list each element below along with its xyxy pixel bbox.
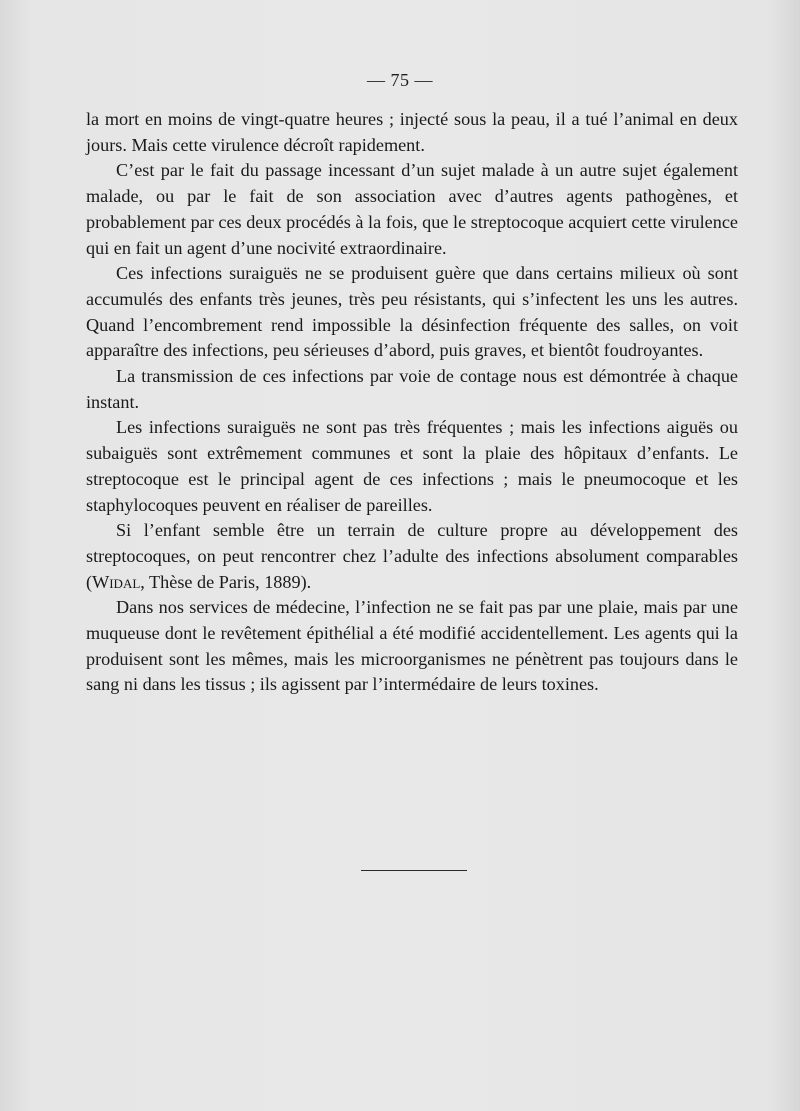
paragraph-6-text-after: , Thèse de Paris, 1889). xyxy=(140,571,312,592)
citation-author: Widal xyxy=(92,571,141,592)
paragraph-6 xyxy=(86,518,738,595)
body-text xyxy=(86,107,738,698)
paragraph-1: la mort en moins de vingt-quatre heures ; injecté sous la peau, il a tué l’animal en deux jours. Mais cette virulence décroît rapidement. xyxy=(86,109,738,155)
paragraph-5: Les infections suraiguës ne sont pas très fréquentes ; mais les infections aiguës ou subaiguës sont extrêmement communes et sont la plaie des hôpitaux d’enfants. Le streptocoque est le principal agent de ces infections ; mais le pneumocoque et les staphylocoques peuvent en réaliser de pareilles. xyxy=(86,417,738,515)
paragraph-7: Dans nos services de médecine, l’infection ne se fait pas par une plaie, mais par une muqueuse dont le revêtement épithélial a été modifié accidentellement. Les agents qui la produisent sont les mêmes, mais les microorganismes ne pénètrent pas toujours dans le sang ni dans les tissus ; ils agissent par l’intermédaire de leurs toxines. xyxy=(86,597,738,695)
paragraph-3: Ces infections suraiguës ne se produisent guère que dans certains milieux où sont accumulés des enfants très jeunes, très peu résistants, qui s’infectent les uns les autres. Quand l’encombrement rend impossible la désinfection fréquente des salles, on voit apparaître des infections, peu sérieuses d’abord, puis graves, et bientôt foudroyantes. xyxy=(86,263,738,361)
paragraph-2: C’est par le fait du passage incessant d’un sujet malade à un autre sujet également malade, ou par le fait de son association avec d’autres agents pathogènes, et probablement par ces deux procédés à la fois, que le streptocoque acquiert cette virulence qui en fait un agent d’une nocivité extraordinaire. xyxy=(86,160,738,258)
paragraph-6-text-before: Si l’enfant semble être un terrain de culture propre au développement des streptocoques, on peut rencontrer chez l’adulte des infections absolument comparables ( xyxy=(86,520,738,592)
paragraph-4: La transmission de ces infections par voie de contage nous est démontrée à chaque instant. xyxy=(86,366,738,412)
section-end-rule xyxy=(361,870,467,871)
page-number: — 75 — xyxy=(367,70,433,90)
